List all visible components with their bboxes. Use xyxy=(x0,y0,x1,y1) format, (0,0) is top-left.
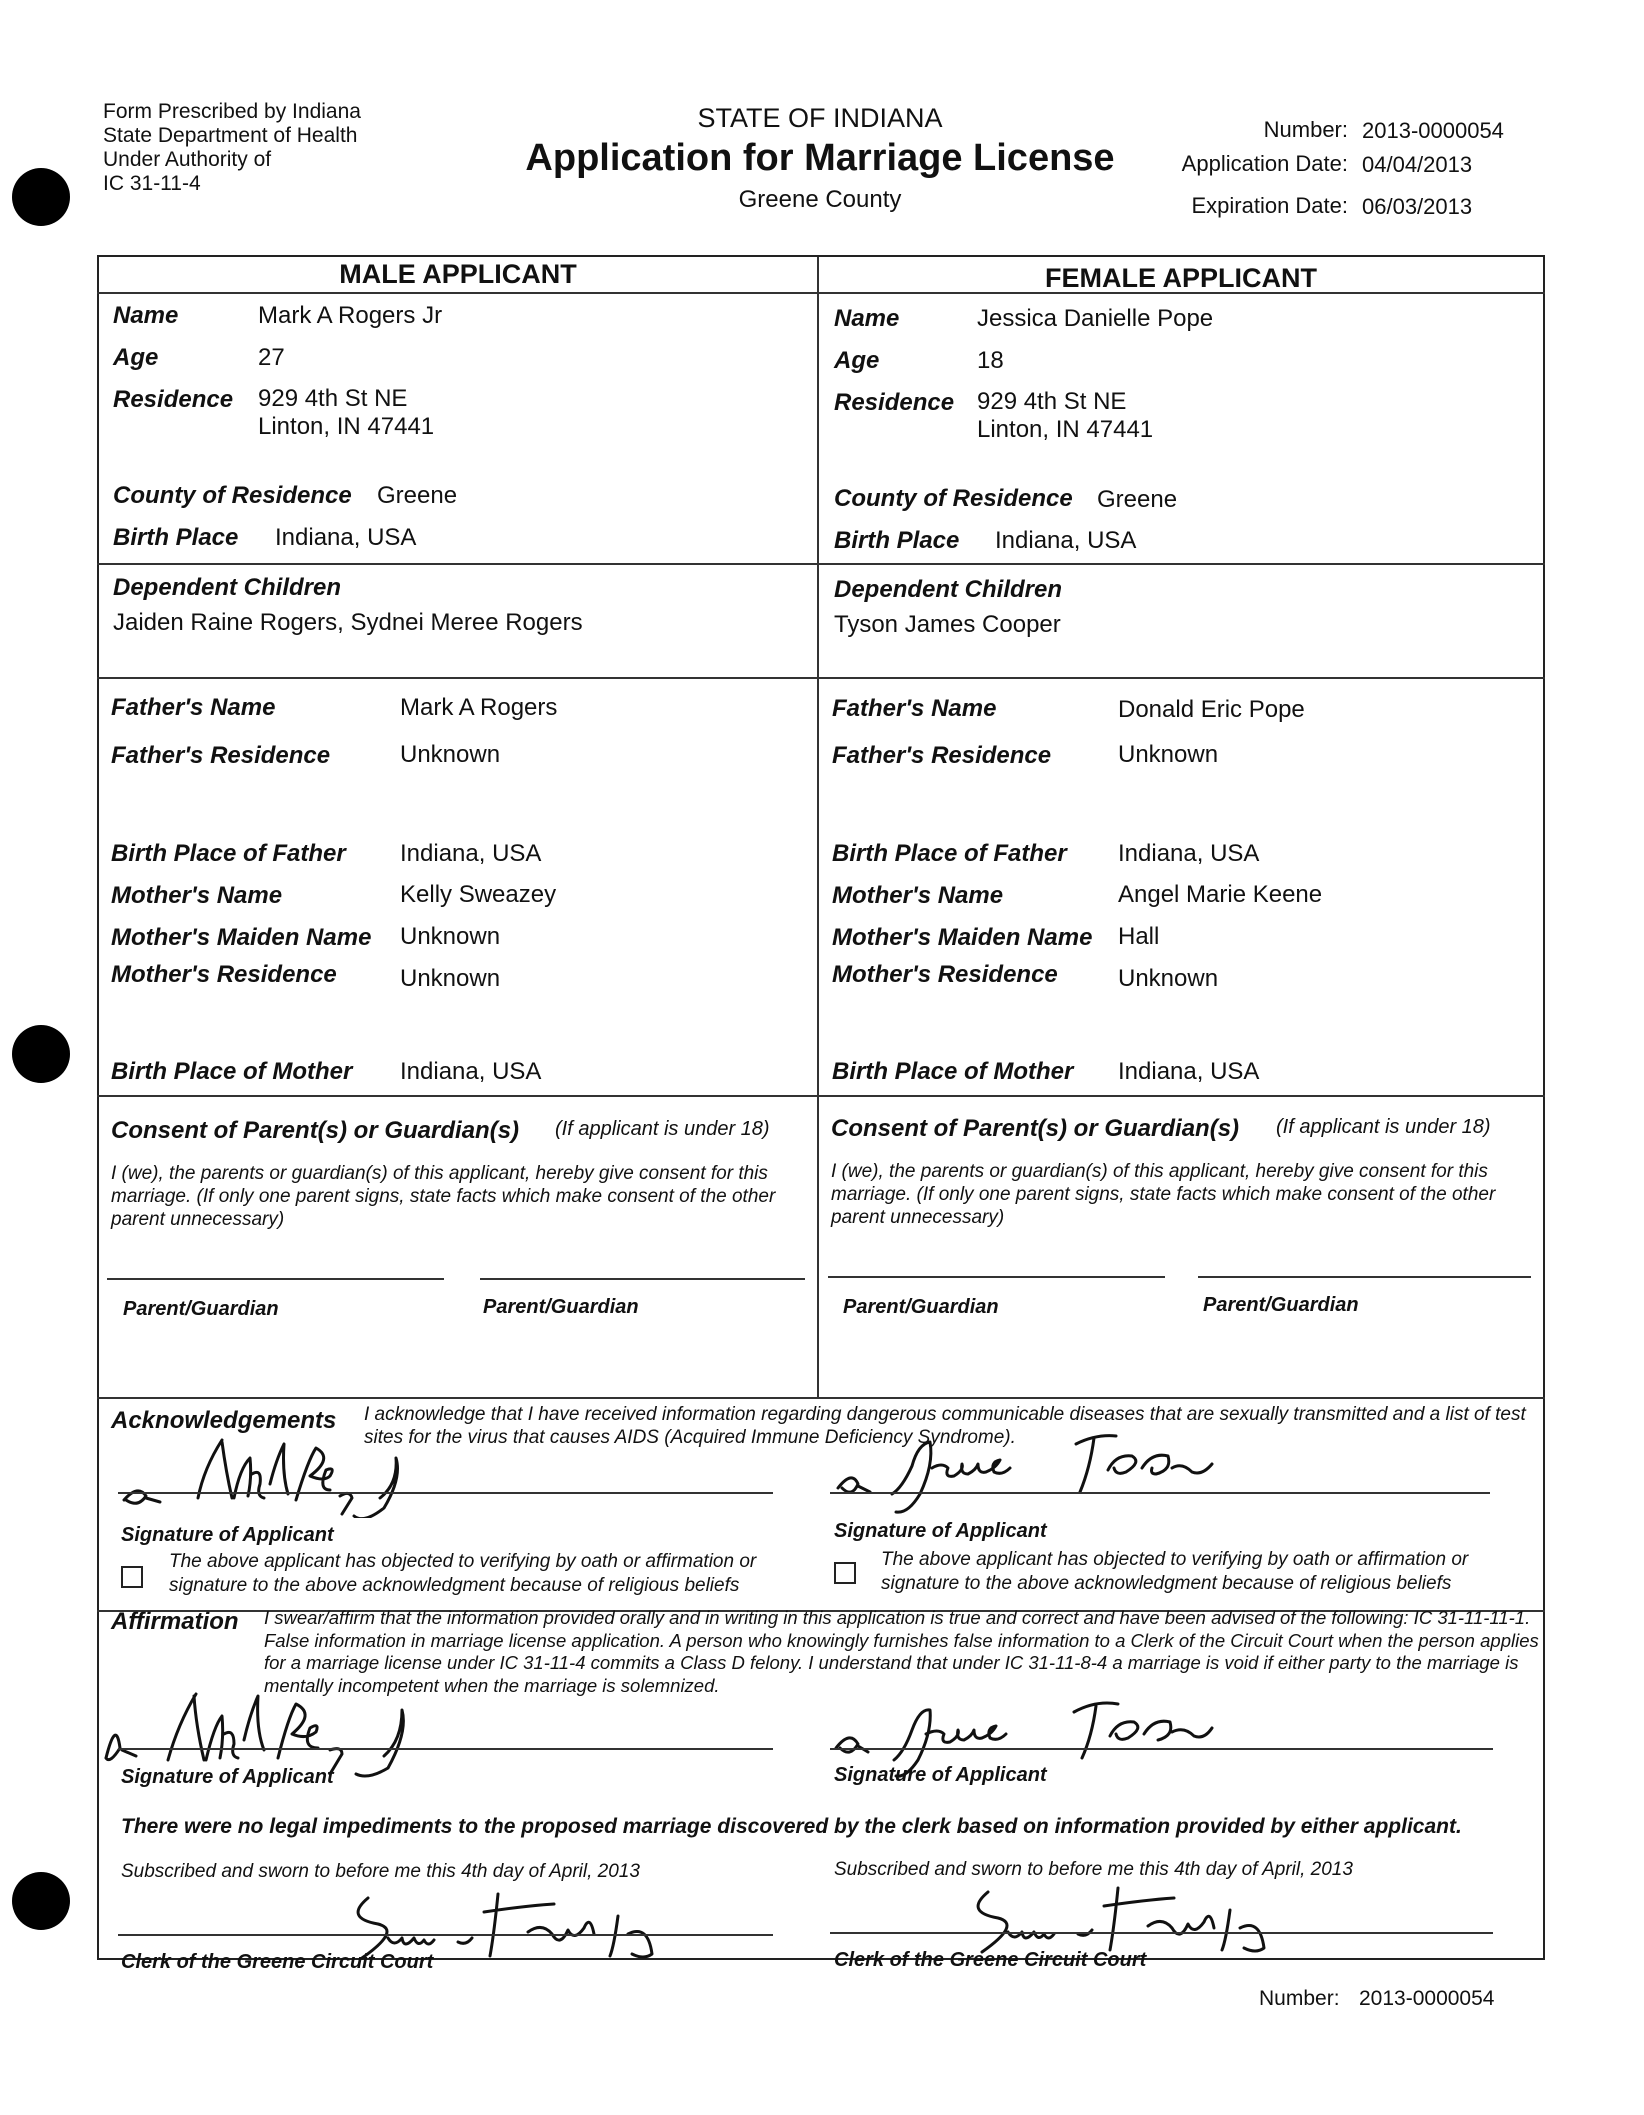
female-residence-label: Residence xyxy=(834,389,955,416)
female-mother-maiden-label: Mother's Maiden Name xyxy=(832,924,1093,951)
male-age: 27 xyxy=(258,344,285,371)
female-residence-line2: Linton, IN 47441 xyxy=(977,416,1154,443)
male-parent-guardian-label: Parent/Guardian xyxy=(123,1298,279,1320)
authority-line: State Department of Health xyxy=(103,124,358,147)
male-affirmation-signature xyxy=(98,1680,468,1780)
female-father-name: Donald Eric Pope xyxy=(1118,696,1305,723)
female-consent-title: Consent of Parent(s) or Guardian(s) xyxy=(831,1115,1240,1142)
impediments-statement: There were no legal impediments to the proposed marriage discovered by the clerk based on information provided by either applicant. xyxy=(121,1815,1462,1838)
female-consent-note: (If applicant is under 18) xyxy=(1276,1116,1491,1138)
female-mother-maiden-name: Hall xyxy=(1118,923,1160,950)
male-father-name: Mark A Rogers xyxy=(400,694,558,721)
female-residence-line1: 929 4th St NE xyxy=(977,388,1127,415)
male-mother-birth-place: Indiana, USA xyxy=(400,1058,542,1085)
male-residence-label: Residence xyxy=(113,386,234,413)
male-mother-residence: Unknown xyxy=(400,965,501,992)
female-mother-name: Angel Marie Keene xyxy=(1118,881,1323,908)
section-rule xyxy=(97,1095,1545,1097)
affirmation-title: Affirmation xyxy=(111,1608,239,1635)
female-children: Tyson James Cooper xyxy=(834,611,1061,638)
male-father-birth-place: Indiana, USA xyxy=(400,840,542,867)
male-name-label: Name xyxy=(113,302,179,329)
male-acknowledgement-signature-line[interactable] xyxy=(118,1492,773,1494)
male-residence-line2: Linton, IN 47441 xyxy=(258,413,435,440)
female-subscribed-sworn: Subscribed and sworn to before me this 4th day of April, 2013 xyxy=(834,1859,1353,1880)
male-father-birth-place-label: Birth Place of Father xyxy=(111,840,346,867)
male-applicant-signature xyxy=(118,1428,448,1518)
page-title: Application for Marriage License xyxy=(525,137,1115,179)
female-name: Jessica Danielle Pope xyxy=(977,305,1214,332)
male-mother-name-label: Mother's Name xyxy=(111,882,283,909)
number-label: Number: xyxy=(1263,117,1348,142)
male-affirmation-signature-label: Signature of Applicant xyxy=(121,1766,334,1788)
male-objection-text: The above applicant has objected to verifying by oath or affirmation or signature to the above acknowledgment because of religious beliefs xyxy=(169,1551,757,1596)
female-clerk-signature-line[interactable] xyxy=(830,1932,1493,1934)
male-clerk-signature-line[interactable] xyxy=(118,1934,773,1936)
county-heading: Greene County xyxy=(738,186,902,213)
male-county: Greene xyxy=(377,482,458,509)
number-value: 2013-0000054 xyxy=(1362,118,1504,143)
clerk-signature-female xyxy=(968,1876,1308,1956)
female-acknowledgement-signature-line[interactable] xyxy=(830,1492,1490,1494)
male-county-label: County of Residence xyxy=(113,482,352,509)
female-father-residence: Unknown xyxy=(1118,741,1219,768)
state-heading: STATE OF INDIANA xyxy=(697,103,943,133)
male-mother-maiden-label: Mother's Maiden Name xyxy=(111,924,372,951)
male-parent-signature-line[interactable] xyxy=(480,1278,805,1280)
acknowledgements-text: I acknowledge that I have received information regarding dangerous communicable diseases that are sexually transmitted and a list of test sites for the virus that causes AIDS (Acquired Immune Deficiency Syndrome). xyxy=(364,1404,1526,1448)
expiration-date-label: Expiration Date: xyxy=(1191,193,1348,218)
female-name-label: Name xyxy=(834,305,900,332)
female-parent-signature-line[interactable] xyxy=(1198,1276,1531,1278)
female-mother-name-label: Mother's Name xyxy=(832,882,1004,909)
footer-number-label: Number: xyxy=(1259,1987,1340,2010)
acknowledgements-title: Acknowledgements xyxy=(111,1407,337,1434)
female-objection-text: The above applicant has objected to verifying by oath or affirmation or signature to the above acknowledgment because of religious beliefs xyxy=(881,1549,1469,1594)
female-father-name-label: Father's Name xyxy=(832,695,997,722)
section-rule xyxy=(97,1397,1545,1399)
female-consent-text: I (we), the parents or guardian(s) of this applicant, hereby give consent for this marriage. (If only one parent signs, state facts which make consent of the other parent unnecessary) xyxy=(831,1161,1496,1228)
male-mother-birth-place-label: Birth Place of Mother xyxy=(111,1058,353,1085)
female-father-birth-place-label: Birth Place of Father xyxy=(832,840,1067,867)
female-age: 18 xyxy=(977,347,1004,374)
application-date-label: Application Date: xyxy=(1181,151,1348,176)
male-birth-place: Indiana, USA xyxy=(275,524,417,551)
female-applicant-heading: FEMALE APPLICANT xyxy=(1045,263,1317,293)
female-mother-residence-label: Mother's Residence xyxy=(832,961,1058,988)
male-subscribed-sworn: Subscribed and sworn to before me this 4th day of April, 2013 xyxy=(121,1861,640,1882)
male-mother-maiden-name: Unknown xyxy=(400,923,501,950)
female-parent-signature-line[interactable] xyxy=(828,1276,1165,1278)
male-name: Mark A Rogers Jr xyxy=(258,302,443,329)
male-children: Jaiden Raine Rogers, Sydnei Meree Rogers xyxy=(113,609,583,636)
male-clerk-label: Clerk of the Greene Circuit Court xyxy=(121,1951,434,1973)
male-mother-name: Kelly Sweazey xyxy=(400,881,557,908)
female-mother-residence: Unknown xyxy=(1118,965,1219,992)
clerk-signature-male xyxy=(348,1882,688,1962)
female-clerk-label: Clerk of the Greene Circuit Court xyxy=(834,1949,1147,1971)
male-consent-title: Consent of Parent(s) or Guardian(s) xyxy=(111,1117,520,1144)
female-parent-guardian-label: Parent/Guardian xyxy=(1203,1294,1359,1316)
female-father-birth-place: Indiana, USA xyxy=(1118,840,1260,867)
male-parent-signature-line[interactable] xyxy=(107,1278,444,1280)
male-affirmation-signature-line[interactable] xyxy=(118,1748,773,1750)
expiration-date-value: 06/03/2013 xyxy=(1362,194,1473,219)
female-county: Greene xyxy=(1097,486,1178,513)
male-father-residence-label: Father's Residence xyxy=(111,742,331,769)
male-birth-place-label: Birth Place xyxy=(113,524,239,551)
male-parent-guardian-label: Parent/Guardian xyxy=(483,1296,639,1318)
female-mother-birth-place-label: Birth Place of Mother xyxy=(832,1058,1074,1085)
male-applicant-heading: MALE APPLICANT xyxy=(339,259,577,289)
section-rule xyxy=(97,677,1545,679)
affirmation-text: I swear/affirm that the information provided orally and in writing in this application is true and correct and have been advised of the following: IC 31-11-11-1. False information in marriage license application. A person who knowingly furnishes false information to a Clerk of the Circuit Court when the person applies for a marriage license under IC 31-11-4 commits a Class D felony. I understand that under IC 31-11-8-4 a marriage is void if either party to the marriage is mentally incompetent when the marriage is solemnized. xyxy=(264,1607,1539,1696)
female-parent-guardian-label: Parent/Guardian xyxy=(843,1296,999,1318)
male-residence-line1: 929 4th St NE xyxy=(258,385,408,412)
punch-hole-bottom xyxy=(12,1872,70,1930)
female-signature-of-applicant-label: Signature of Applicant xyxy=(834,1520,1047,1542)
male-age-label: Age xyxy=(113,344,159,371)
female-applicant-signature xyxy=(832,1418,1292,1518)
female-father-residence-label: Father's Residence xyxy=(832,742,1052,769)
female-children-label: Dependent Children xyxy=(834,576,1063,603)
punch-hole-top xyxy=(12,168,70,226)
column-divider xyxy=(817,257,819,1397)
female-birth-place-label: Birth Place xyxy=(834,527,960,554)
female-mother-birth-place: Indiana, USA xyxy=(1118,1058,1260,1085)
section-rule xyxy=(97,563,1545,565)
male-mother-residence-label: Mother's Residence xyxy=(111,961,337,988)
form-authority xyxy=(103,100,361,196)
male-father-name-label: Father's Name xyxy=(111,694,276,721)
male-children-label: Dependent Children xyxy=(113,574,342,601)
authority-line: IC 31-11-4 xyxy=(103,172,201,195)
male-religious-objection-checkbox[interactable] xyxy=(121,1566,143,1588)
authority-line: Under Authority of xyxy=(103,148,272,171)
footer-number: 2013-0000054 xyxy=(1359,1987,1495,2010)
male-signature-of-applicant-label: Signature of Applicant xyxy=(121,1524,334,1546)
application-date-value: 04/04/2013 xyxy=(1362,152,1473,177)
punch-hole-middle xyxy=(12,1025,70,1083)
male-father-residence: Unknown xyxy=(400,741,501,768)
male-consent-note: (If applicant is under 18) xyxy=(555,1118,770,1140)
female-affirmation-signature-line[interactable] xyxy=(830,1748,1493,1750)
female-age-label: Age xyxy=(834,347,880,374)
authority-line: Form Prescribed by Indiana xyxy=(103,100,361,123)
female-county-label: County of Residence xyxy=(834,485,1073,512)
female-affirmation-signature-label: Signature of Applicant xyxy=(834,1764,1047,1786)
female-religious-objection-checkbox[interactable] xyxy=(834,1562,856,1584)
male-consent-text: I (we), the parents or guardian(s) of this applicant, hereby give consent for this marriage. (If only one parent signs, state facts which make consent of the other parent unnecessary) xyxy=(111,1163,776,1230)
female-birth-place: Indiana, USA xyxy=(995,527,1137,554)
